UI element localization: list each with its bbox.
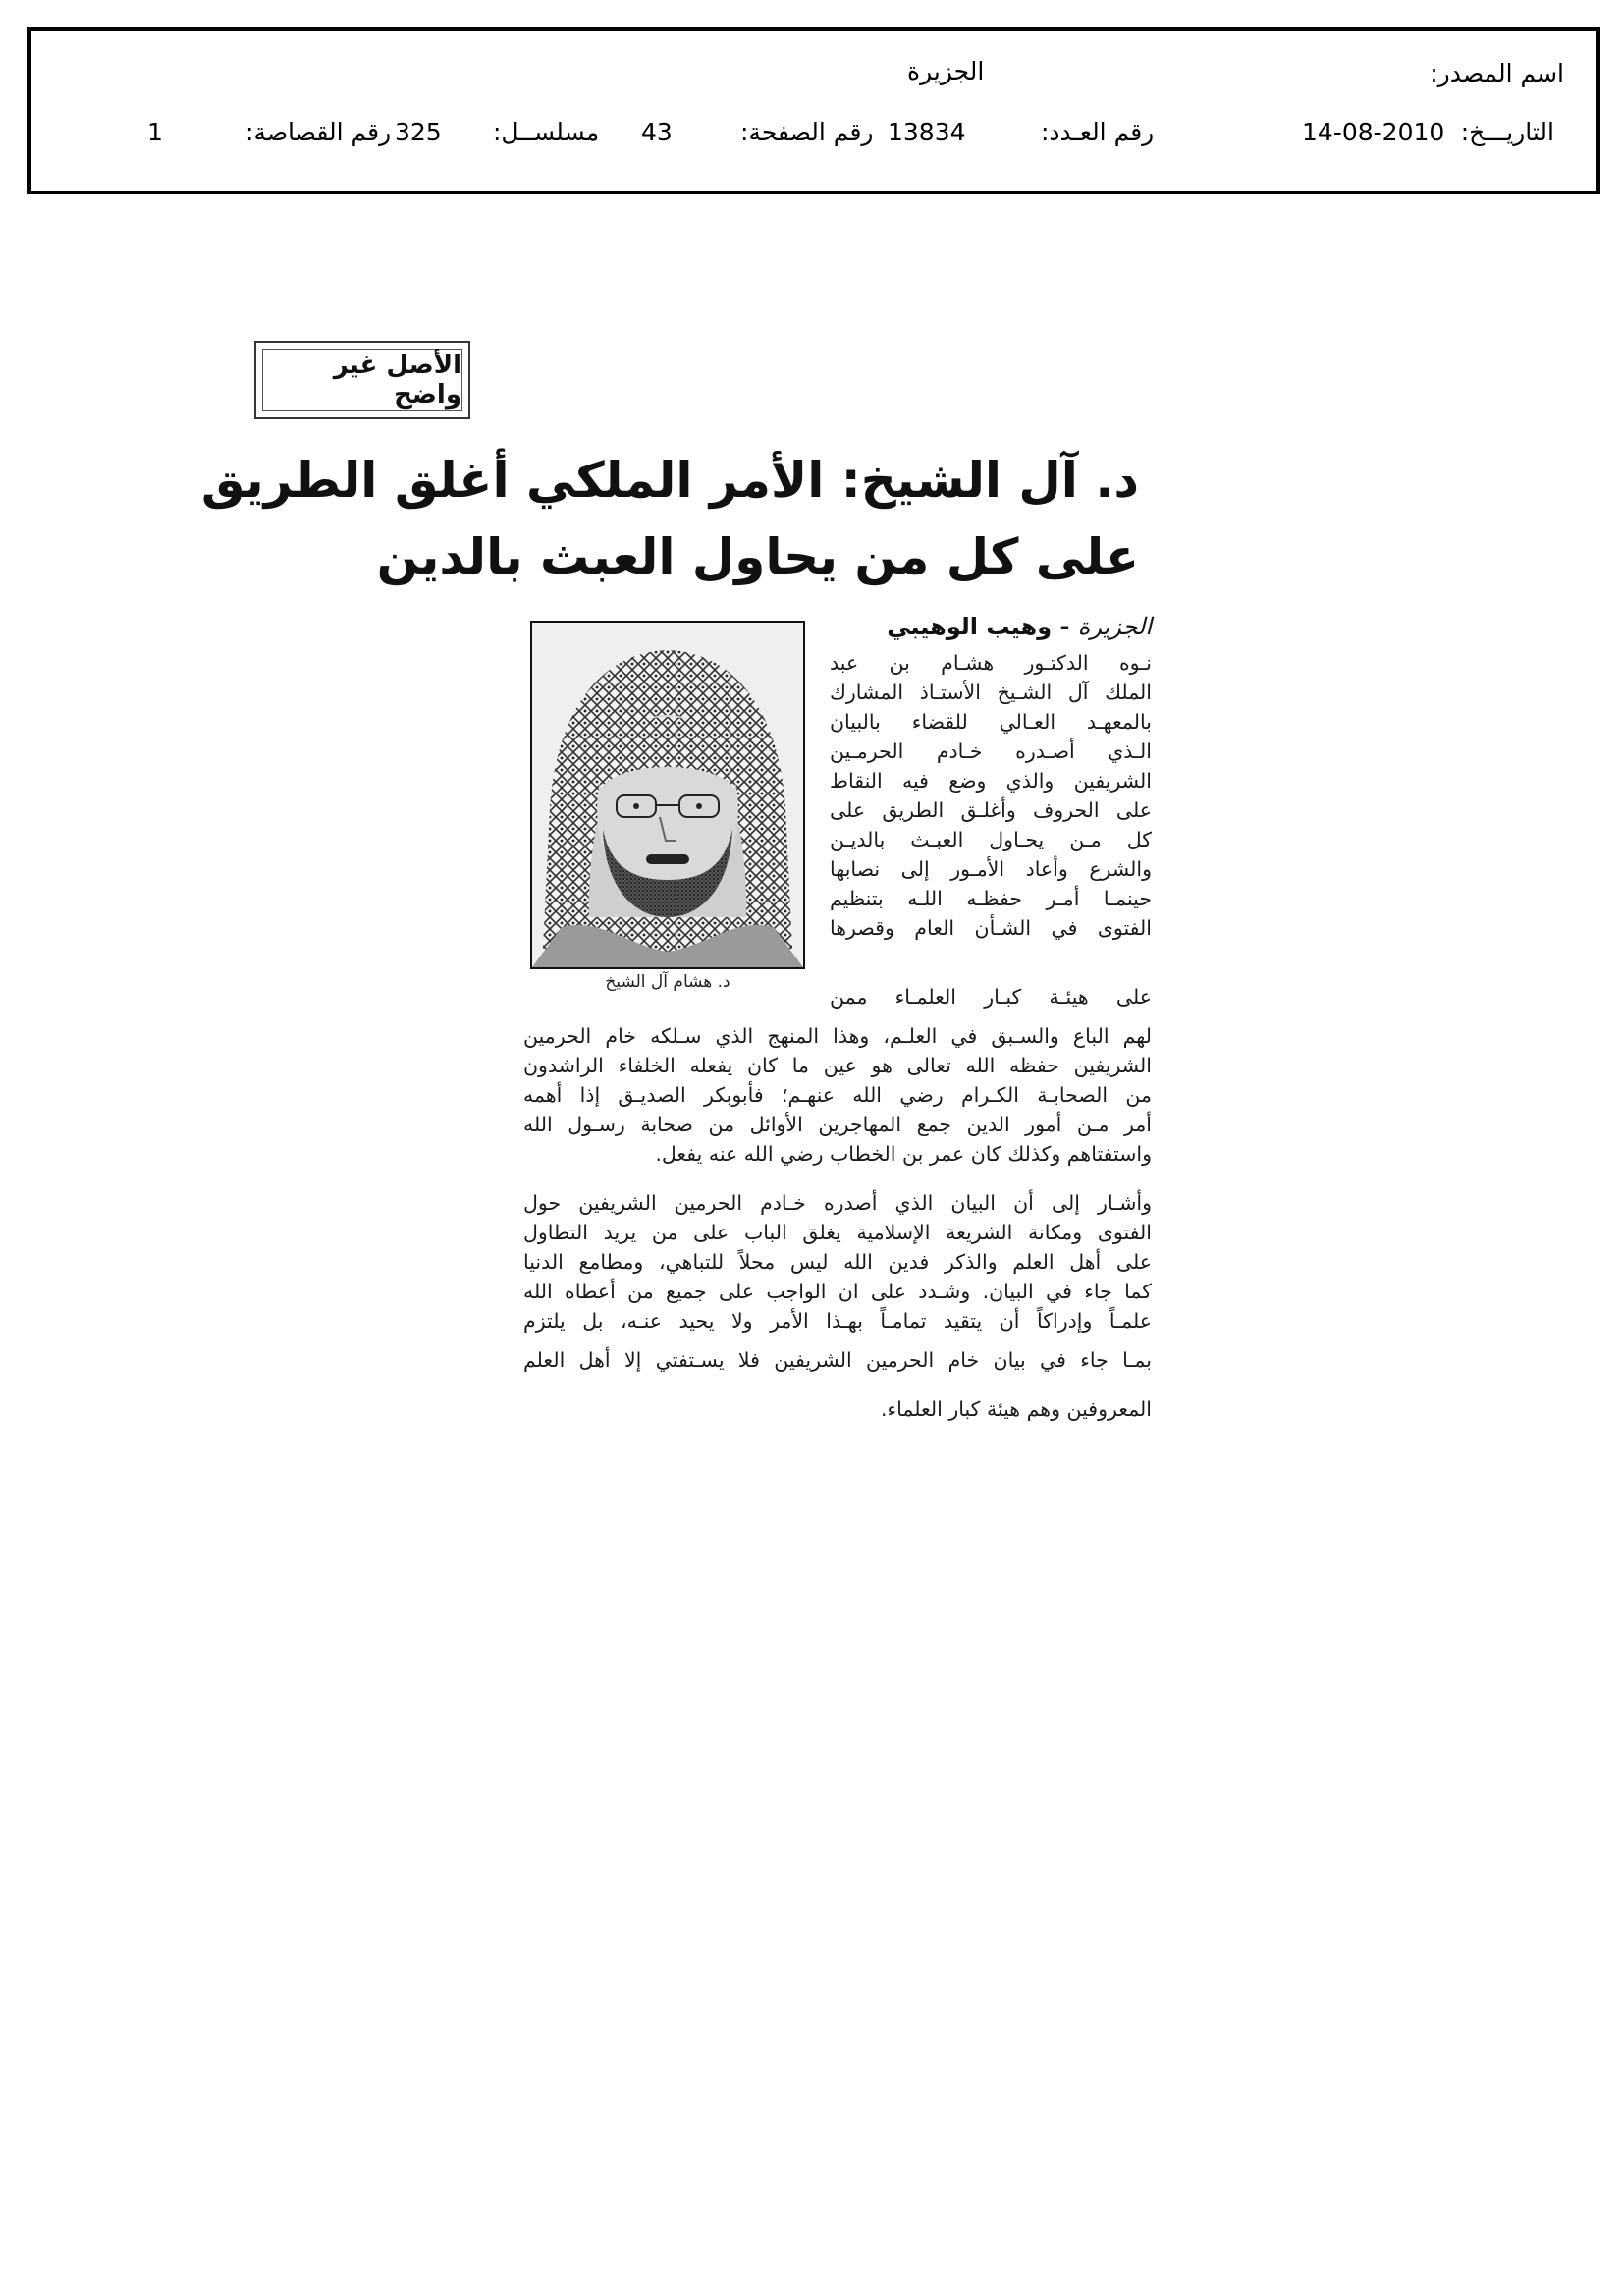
- article-line: على الحروف وأغلـق الطريق على: [830, 798, 1152, 822]
- article-line: حينمـا أمـر حفظـه اللـه بتنظيم: [830, 887, 1152, 910]
- article-line: واستفتاهم وكذلك كان عمر بن الخطاب رضي الله عنه يفعل.: [655, 1142, 1152, 1166]
- byline-author: - وهيب الوهيبي: [887, 613, 1078, 640]
- page-label: رقم الصفحة:: [740, 118, 874, 146]
- unclear-original-stamp: [254, 341, 470, 419]
- article-line: علمـاً وإدراكاً أن يتقيد تمامـاً بهـذا الأمر ولا يحيد عنـه، بل يلتزم: [523, 1309, 1152, 1333]
- article-line: الشريفين والذي وضع فيه النقاط: [830, 769, 1152, 793]
- article-line: الشريفين حفظه الله تعالى هو عين ما كان يفعله الخلفاء الراشدون: [523, 1054, 1152, 1077]
- article-line: على هيئـة كبـار العلمـاء ممن: [830, 985, 1152, 1009]
- page-value: 43: [641, 118, 673, 146]
- source-label: اسم المصدر:: [1430, 59, 1564, 87]
- portrait-image: [532, 623, 803, 967]
- header-box: [27, 27, 1600, 194]
- source-value: الجزيرة: [907, 57, 985, 85]
- byline-source: الجزيرة: [1077, 613, 1152, 640]
- article-line: من الصحابـة الكـرام رضي الله عنهـم؛ فأبوبكر الصديـق إذا أهمه: [523, 1083, 1152, 1107]
- article-line: لهم الباع والسـبق في العلـم، وهذا المنهج الذي سـلكه خام الحرمين: [523, 1024, 1152, 1048]
- date-value: 14-08-2010: [1302, 118, 1445, 146]
- author-photo: [530, 621, 805, 969]
- serial-value: 325: [395, 118, 442, 146]
- article-line: الملك آل الشـيخ الأستـاذ المشارك: [830, 681, 1152, 704]
- clip-value: 1: [147, 118, 163, 146]
- article-line: المعروفين وهم هيئة كبار العلماء.: [880, 1397, 1152, 1421]
- article-line: كل مـن يحـاول العبـث بالديـن: [830, 828, 1152, 851]
- article-line: بالمعهـد العـالي للقضاء بالبيان: [830, 710, 1152, 734]
- issue-value: 13834: [888, 118, 966, 146]
- article-line: نـوه الدكتـور هشـام بن عبد: [830, 651, 1152, 675]
- byline: [887, 613, 1152, 640]
- article-line: والشرع وأعاد الأمـور إلى نصابها: [830, 857, 1152, 881]
- photo-caption: د. هشام آل الشيخ: [605, 972, 730, 992]
- article-line: كما جاء في البيان. وشـدد على ان الواجب على جميع من أعطاه الله: [523, 1280, 1152, 1303]
- clip-label: رقم القصاصة:: [245, 118, 392, 146]
- stamp-text: الأصل غير واضح: [262, 349, 462, 411]
- article-line: على أهل العلم والذكر فدين الله ليس محلاً للتباهي، ومطامع الدنيا: [523, 1250, 1152, 1274]
- date-label: التاريـــخ:: [1460, 118, 1554, 146]
- headline-line-2: على كل من يحاول العبث بالدين: [376, 528, 1139, 585]
- article-line: وأشـار إلى أن البيان الذي أصدره خـادم الحرمين الشريفين حول: [523, 1191, 1152, 1215]
- article-line: الفتوى في الشـأن العام وقصرها: [830, 916, 1152, 940]
- article-line: الـذي أصـدره خـادم الحرمـين: [830, 739, 1152, 763]
- article-line: أمر مـن أمور الدين جمع المهاجرين الأوائل من صحابة رسـول الله: [523, 1113, 1152, 1136]
- article-line: بمـا جاء في بيان خام الحرمين الشريفين فلا يسـتفتي إلا أهل العلم: [523, 1348, 1152, 1372]
- article-line: الفتوى ومكانة الشريعة الإسلامية يغلق الباب على من يريد التطاول: [523, 1221, 1152, 1244]
- issue-label: رقم العـدد:: [1041, 118, 1155, 146]
- serial-label: مسلســل:: [493, 118, 600, 146]
- headline-line-1: د. آل الشيخ: الأمر الملكي أغلق الطريق: [200, 452, 1139, 509]
